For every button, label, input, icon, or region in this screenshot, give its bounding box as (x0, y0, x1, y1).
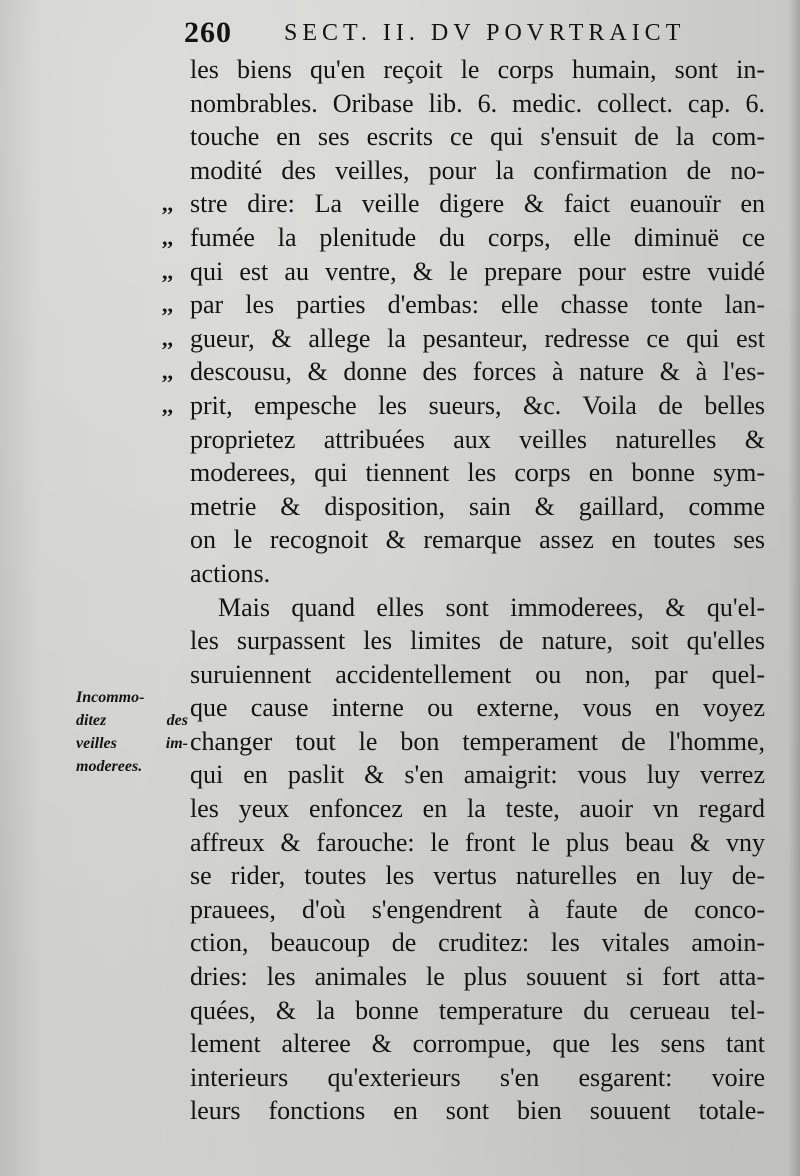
text-line: touche en ses escrits ce qui s'ensuit de la com- (190, 122, 765, 152)
quotation-mark: ,, (162, 258, 173, 284)
text-line: les surpassent les limites de nature, soit qu'elles (190, 626, 765, 656)
text-line: se rider, toutes les vertus naturelles en luy de- (190, 861, 765, 891)
text-line: moderees, qui tiennent les corps en bonne sym- (190, 458, 765, 488)
text-line: affreux & farouche: le front le plus beau & vny (190, 827, 765, 857)
text-line: dries: les animales le plus souuent si fort atta- (190, 962, 765, 992)
text-line: modité des veilles, pour la confirmation de no- (190, 155, 765, 185)
page-edge-shadow (788, 0, 800, 1176)
text-line: prauees, d'où s'engendrent à faute de conco- (190, 894, 765, 924)
quoted-line: ,, prit, empesche les sueurs, &c. Voila de belles (190, 389, 765, 423)
running-head: SECT. II. DV POVRTRAICT (284, 20, 686, 46)
text-line: actions. (190, 558, 271, 588)
quoted-line: ,, gueur, & allege la pesanteur, redresse ce qui est (190, 322, 765, 356)
text-line: lement alteree & corrompue, que les sens tant (190, 1029, 765, 1059)
quoted-line: ,, qui est au ventre, & le prepare pour estre vuidé (190, 255, 765, 289)
quotation-mark: ,, (162, 191, 173, 217)
text-line: les yeux enfoncez en la teste, auoir vn regard (190, 794, 765, 824)
quotation-mark: ,, (162, 392, 173, 418)
quoted-line: ,, descousu, & donne des forces à nature & à l'es- (190, 355, 765, 389)
text-line: nombrables. Oribase lib. 6. medic. collect. cap. 6. (190, 88, 765, 118)
text-line: interieurs qu'exterieurs s'en esgarent: voire (190, 1062, 765, 1092)
quotation-mark: ,, (162, 224, 173, 250)
quoted-line: ,, stre dire: La veille digere & faict euanouïr en (190, 187, 765, 221)
margin-note-line: ditez des (76, 712, 188, 729)
quoted-line: ,, fumée la plenitude du corps, elle diminuë ce (190, 221, 765, 255)
page-number: 260 (184, 16, 232, 49)
margin-note-line: moderees. (76, 758, 143, 775)
text-line: leurs fonctions en sont bien souuent totale- (190, 1096, 765, 1126)
margin-note-line: Incommo- (76, 689, 145, 706)
text-line: ction, beaucoup de cruditez: les vitales amoin- (190, 928, 765, 958)
margin-note (76, 686, 188, 778)
text-line: proprietez attribuées aux veilles naturelles & (190, 424, 765, 454)
text-line: changer tout le bon temperament de l'homme, (190, 726, 765, 756)
quoted-line: ,, par les parties d'embas: elle chasse tonte lan- (190, 288, 765, 322)
main-text (162, 53, 765, 1128)
margin-note-line: veilles im- (76, 735, 188, 752)
text-line: les biens qu'en reçoit le corps humain, sont in- (190, 55, 765, 84)
quotation-mark: ,, (162, 359, 173, 385)
quotation-mark: ,, (162, 325, 173, 351)
quotation-mark: ,, (162, 292, 173, 318)
text-line: on le recognoit & remarque assez en toutes ses (190, 525, 765, 555)
text-line: metrie & disposition, sain & gaillard, comme (190, 491, 765, 521)
text-line: suruiennent accidentellement ou non, par quel- (190, 659, 765, 689)
page-header (0, 6, 800, 49)
text-line: qui en paslit & s'en amaigrit: vous luy verrez (190, 760, 765, 790)
text-line: que cause interne ou externe, vous en voyez (190, 693, 765, 723)
paragraph-start: Mais quand elles sont immoderees, & qu'el- (218, 592, 765, 622)
text-line: quées, & la bonne temperature du cerueau tel- (190, 995, 765, 1025)
